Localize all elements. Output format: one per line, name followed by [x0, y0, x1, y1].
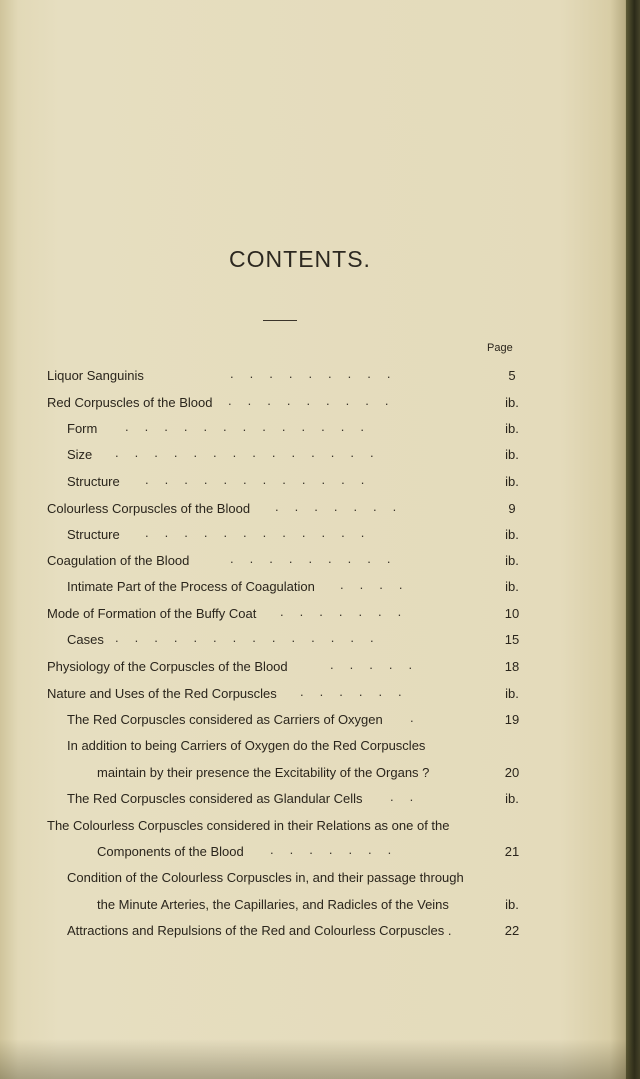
page-title: CONTENTS.	[229, 246, 371, 272]
dot-leader: .......	[275, 499, 413, 514]
toc-entry-label: Attractions and Repulsions of the Red and Colourless Corpuscles .	[67, 923, 452, 938]
toc-entry-page: ib.	[505, 897, 519, 912]
toc-entry-page: ib.	[505, 553, 519, 568]
toc-entry	[0, 579, 560, 599]
toc-entry-label: Liquor Sanguinis	[47, 368, 144, 383]
toc-entry	[0, 791, 560, 811]
toc-entry-page: 21	[504, 844, 520, 859]
dot-leader: ......	[300, 684, 418, 699]
toc-entry	[0, 447, 560, 467]
dot-leader: .............	[125, 419, 380, 434]
toc-entry-label: Physiology of the Corpuscles of the Blood	[47, 659, 288, 674]
toc-entry-page: ib.	[505, 791, 519, 806]
page-column-header: Page	[487, 342, 513, 354]
dot-leader: ..............	[115, 445, 390, 460]
toc-entry-page: 5	[508, 368, 516, 383]
dot-leader: ............	[145, 472, 381, 487]
dot-leader: .........	[230, 551, 407, 566]
page-shadow	[0, 1039, 640, 1079]
toc-entry-label: Structure	[67, 527, 120, 542]
toc-entry-label: Intimate Part of the Process of Coagulation	[67, 579, 315, 594]
toc-entry	[0, 870, 560, 890]
dot-leader: ..	[390, 789, 430, 804]
toc-entry-page: 18	[504, 659, 520, 674]
toc-entry-page: 19	[504, 712, 520, 727]
toc-entry-page: 10	[504, 606, 520, 621]
toc-entry-label: Coagulation of the Blood	[47, 553, 190, 568]
dot-leader: .....	[330, 657, 429, 672]
toc-entry	[0, 738, 560, 758]
toc-entry	[0, 765, 560, 785]
dot-leader: .......	[280, 604, 418, 619]
toc-entry	[0, 553, 560, 573]
toc-entry-label: Red Corpuscles of the Blood	[47, 395, 213, 410]
toc-entry	[0, 686, 560, 706]
toc-entry-label: Condition of the Colourless Corpuscles in, and their passage through	[67, 870, 464, 885]
dot-leader: .........	[228, 393, 405, 408]
toc-entry	[0, 474, 560, 494]
toc-entry	[0, 527, 560, 547]
toc-entry-page: ib.	[505, 579, 519, 594]
toc-entry	[0, 844, 560, 864]
dot-leader: .......	[270, 842, 408, 857]
dot-leader: ............	[145, 525, 381, 540]
dot-leader: .	[410, 710, 430, 725]
toc-entry-page: 15	[504, 632, 520, 647]
toc-entry	[0, 923, 560, 943]
toc-entry-label: the Minute Arteries, the Capillaries, and Radicles of the Veins	[97, 897, 449, 912]
toc-entry-label: Structure	[67, 474, 120, 489]
toc-entry-label: maintain by their presence the Excitability of the Organs ?	[97, 765, 430, 780]
toc-entry	[0, 368, 560, 388]
toc-entry-page: ib.	[505, 686, 519, 701]
toc-entry-label: Components of the Blood	[97, 844, 244, 859]
toc-entry	[0, 712, 560, 732]
toc-entry	[0, 421, 560, 441]
dot-leader: ..............	[115, 630, 390, 645]
toc-entry-page: ib.	[505, 395, 519, 410]
toc-entry-label: Cases	[67, 632, 104, 647]
toc-entry-page: 22	[504, 923, 520, 938]
toc-entry-label: The Red Corpuscles considered as Glandular Cells	[67, 791, 363, 806]
toc-entry-page: 9	[508, 501, 516, 516]
toc-entry	[0, 606, 560, 626]
title-rule	[263, 320, 297, 321]
toc-entry-page: ib.	[505, 527, 519, 542]
toc-entry	[0, 818, 560, 838]
toc-entry-label: Nature and Uses of the Red Corpuscles	[47, 686, 277, 701]
toc-entry-label: Size	[67, 447, 93, 462]
dot-leader: .........	[230, 366, 407, 381]
toc-entry-page: ib.	[505, 447, 519, 462]
toc-entry-label: The Colourless Corpuscles considered in their Relations as one of the	[47, 818, 450, 833]
toc-entry	[0, 897, 560, 917]
toc-entry-page: ib.	[505, 421, 519, 436]
toc-entry-label: Form	[67, 421, 98, 436]
book-spine	[626, 0, 640, 1079]
toc-entry	[0, 395, 560, 415]
toc-entry-label: In addition to being Carriers of Oxygen do the Red Corpuscles	[67, 738, 426, 753]
toc-entry-label: Colourless Corpuscles of the Blood	[47, 501, 251, 516]
toc-entry	[0, 659, 560, 679]
toc-entry	[0, 632, 560, 652]
toc-entry-page: ib.	[505, 474, 519, 489]
toc-entry-page: 20	[504, 765, 520, 780]
toc-entry-label: The Red Corpuscles considered as Carriers of Oxygen	[67, 712, 383, 727]
toc-entry-label: Mode of Formation of the Buffy Coat	[47, 606, 257, 621]
dot-leader: ....	[340, 577, 419, 592]
toc-entry	[0, 501, 560, 521]
